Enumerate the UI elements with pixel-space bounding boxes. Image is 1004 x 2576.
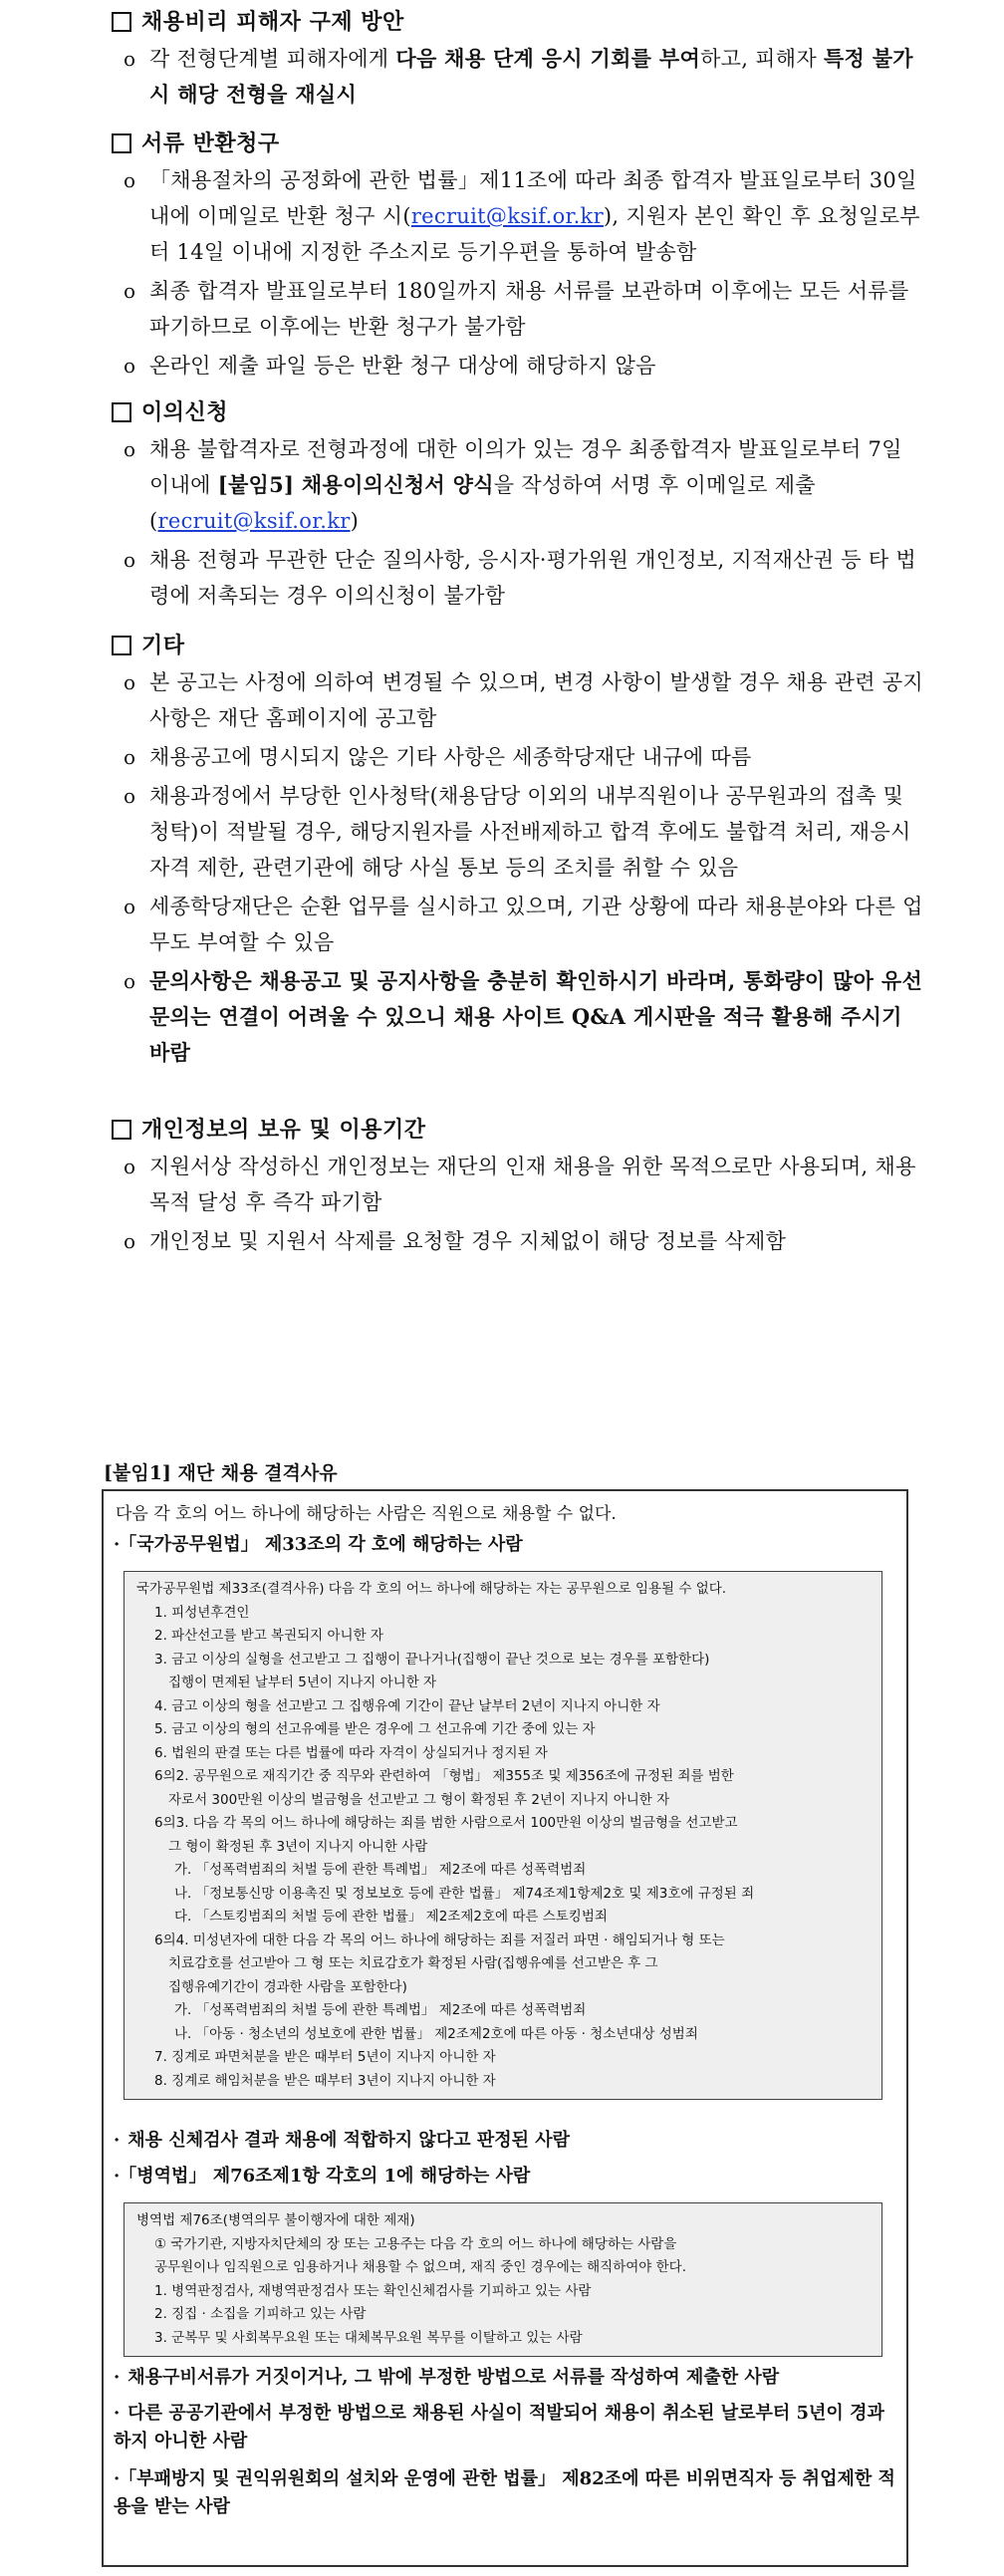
section-title: 이의신청 xyxy=(112,396,928,428)
list-item xyxy=(112,273,928,345)
text-run: 세종학당재단은 순환 업무를 실시하고 있으며, 기관 상황에 따라 채용분야와 다른 업무도 부여할 수 있음 xyxy=(149,895,923,954)
checkbox-square-icon xyxy=(112,133,131,153)
bullet-anti-corruption-act: · 「부패방지 및 권익위원회의 설치와 운영에 관한 법률」 제82조에 따른 비위면직자 등 취업제한 적용을 받는 사람 xyxy=(114,2468,895,2517)
law-line: 다. 「스토킹범죄의 처벌 등에 관한 법률」 제2조제2호에 따른 스토킹범죄 xyxy=(174,1909,608,1925)
section-title: 개인정보의 보유 및 이용기간 xyxy=(112,1114,928,1146)
section xyxy=(112,128,928,384)
circle-bullet-icon: o xyxy=(124,279,136,303)
list-item xyxy=(112,348,928,384)
list-item xyxy=(112,889,928,960)
law-line: 4. 금고 이상의 형을 선고받고 그 집행유예 기간이 끝난 날부터 2년이 지나지 아니한 자 xyxy=(154,1697,660,1714)
text-run: 본 공고는 사정에 의하여 변경될 수 있으며, 변경 사항이 발생할 경우 채용 관련 공지사항은 재단 홈페이지에 공고함 xyxy=(149,670,923,730)
law-line: 집행이 면제된 날부터 5년이 지나지 아니한 자 xyxy=(168,1674,437,1690)
law-line: 공무원이나 임직원으로 임용하거나 채용할 수 없으며, 재직 중인 경우에는 해직하여야 한다. xyxy=(154,2259,687,2275)
text-run: 채용 불합격자로 전형과정에 대한 이의가 있는 경우 최종합격자 발표일로부터 7일 이내에 xyxy=(149,437,902,497)
law-line: 3. 군복무 및 사회복무요원 또는 대체복무요원 복무를 이탈하고 있는 사람 xyxy=(154,2329,583,2346)
bullet-physical-exam: · 채용 신체검사 결과 채용에 적합하지 않다고 판정된 사람 xyxy=(114,2130,571,2151)
law-line: 5. 금고 이상의 형의 선고유예를 받은 경우에 그 선고유예 기간 중에 있는 자 xyxy=(154,1721,596,1737)
text-run: 최종 합격자 발표일로부터 180일까지 채용 서류를 보관하며 이후에는 모든 서류를 파기하므로 이후에는 반환 청구가 불가함 xyxy=(149,279,909,339)
text-run: 채용공고에 명시되지 않은 기타 사항은 세종학당재단 내규에 따름 xyxy=(149,745,752,769)
law-line: 집행유예기간이 경과한 사람을 포함한다) xyxy=(168,1978,407,1995)
text-run: 개인정보 및 지원서 삭제를 요청할 경우 지체없이 해당 정보를 삭제함 xyxy=(149,1229,787,1253)
law-line: 가. 「성폭력범죄의 처벌 등에 관한 특례법」 제2조에 따른 성폭력범죄 xyxy=(174,1862,587,1878)
law-line: 1. 피성년후견인 xyxy=(154,1604,250,1621)
circle-bullet-icon: o xyxy=(124,354,136,378)
text-run: 지원서상 작성하신 개인정보는 재단의 인재 채용을 위한 목적으로만 사용되며, 채용 목적 달성 후 즉각 파기함 xyxy=(149,1155,916,1214)
law-line: ① 국가기관, 지방자치단체의 장 또는 고용주는 다음 각 호의 어느 하나에 해당하는 사람을 xyxy=(154,2235,677,2252)
section xyxy=(112,630,928,1071)
text-run: 채용 전형과 무관한 단순 질의사항, 응시자·평가위원 개인정보, 지적재산권 등 타 법령에 저촉되는 경우 이의신청이 불가함 xyxy=(149,548,917,608)
attachment-intro: 다음 각 호의 어느 하나에 해당하는 사람은 직원으로 채용할 수 없다. xyxy=(116,1504,617,1524)
bullet-fraudulent-hire: · 다른 공공기관에서 부정한 방법으로 채용된 사실이 적발되어 채용이 취소된 날로부터 5년이 경과하지 아니한 사람 xyxy=(114,2403,884,2451)
text-run: 채용과정에서 부당한 인사청탁(채용담당 이외의 내부직원이나 공무원과의 접촉 및 청탁)이 적발될 경우, 해당지원자를 사전배제하고 합격 후에도 불합격 처리, 재응시 자격 제한, 관련기관에 해당 사실 통보 등의 조치를 취할 수 있음 xyxy=(149,784,911,880)
law-line: 국가공무원법 제33조(결격사유) 다음 각 호의 어느 하나에 해당하는 자는 공무원으로 임용될 수 없다. xyxy=(136,1581,727,1597)
list-item xyxy=(112,542,928,614)
law-line: 2. 파산선고를 받고 복권되지 아니한 자 xyxy=(154,1628,383,1644)
list-item xyxy=(112,778,928,886)
list-item xyxy=(112,1149,928,1220)
law-line: 나. 「정보통신망 이용촉진 및 정보보호 등에 관한 법률」 제74조제1항제2호 및 제3호에 규정된 죄 xyxy=(174,1885,755,1902)
law-line: 6의2. 공무원으로 재직기간 중 직무와 관련하여 「형법」 제355조 및 제356조에 규정된 죄를 범한 xyxy=(154,1768,734,1784)
law-line: 8. 징계로 해임처분을 받은 때부터 3년이 지나지 아니한 자 xyxy=(154,2072,496,2089)
law-line: 6의3. 다음 각 목의 어느 하나에 해당하는 죄를 범한 사람으로서 100만원 이상의 벌금형을 선고받고 xyxy=(154,1815,738,1831)
checkbox-square-icon xyxy=(112,636,131,655)
law-line: 3. 금고 이상의 실형을 선고받고 그 집행이 끝나거나(집행이 끝난 것으로 보는 경우를 포함한다) xyxy=(154,1651,710,1668)
section-title: 기타 xyxy=(112,630,928,661)
law-line: 6의4. 미성년자에 대한 다음 각 목의 어느 하나에 해당하는 죄를 저질러 파면 · 해임되거나 형 또는 xyxy=(154,1932,725,1948)
bullet-false-documents: · 채용구비서류가 거짓이거나, 그 밖에 부정한 방법으로 서류를 작성하여 제출한 사람 xyxy=(114,2367,780,2388)
circle-bullet-icon: o xyxy=(124,548,136,572)
circle-bullet-icon: o xyxy=(124,895,136,918)
law-line: 병역법 제76조(병역의무 불이행자에 대한 제재) xyxy=(136,2212,415,2228)
circle-bullet-icon: o xyxy=(124,784,136,808)
law-line: 그 형이 확정된 후 3년이 지나지 아니한 사람 xyxy=(168,1838,428,1855)
list-item xyxy=(112,41,928,113)
section xyxy=(112,1114,928,1259)
circle-bullet-icon: o xyxy=(124,47,136,71)
email-link[interactable]: recruit@ksif.or.kr xyxy=(157,509,351,533)
text-run: 다음 채용 단계 응시 기회를 부여 xyxy=(395,46,701,71)
circle-bullet-icon: o xyxy=(124,969,136,993)
section xyxy=(112,6,928,113)
law-box-military-service-act xyxy=(124,2202,882,2357)
law-line: 치료감호를 선고받아 그 형 또는 치료감호가 확정된 사람(집행유예를 선고받은 후 그 xyxy=(168,1955,658,1971)
law-line: 6. 법원의 판결 또는 다른 법률에 따라 자격이 상실되거나 정지된 자 xyxy=(154,1744,548,1761)
text-run: 각 전형단계별 피해자에게 xyxy=(149,47,396,71)
circle-bullet-icon: o xyxy=(124,670,136,694)
section-title: 서류 반환청구 xyxy=(112,128,928,159)
section xyxy=(112,396,928,614)
checkbox-square-icon xyxy=(112,1120,131,1140)
text-run: 을 작성하여 서명 후 이메일로 제출( xyxy=(149,473,816,533)
circle-bullet-icon: o xyxy=(124,1155,136,1178)
attachment-label: [붙임1] 재단 채용 결격사유 xyxy=(104,1462,338,1484)
law-line: 2. 징집 · 소집을 기피하고 있는 사람 xyxy=(154,2306,367,2322)
text-run: 하고, 피해자 xyxy=(700,47,824,71)
circle-bullet-icon: o xyxy=(124,1229,136,1253)
law-line: 1. 병역판정검사, 재병역판정검사 또는 확인신체검사를 기피하고 있는 사람 xyxy=(154,2282,592,2299)
text-run: 「채용절차의 공정화에 관한 법률」제11조에 따라 최종 합격자 발표일로부터 30일 내에 이메일로 반환 청구 시( xyxy=(149,168,917,228)
email-link[interactable]: recruit@ksif.or.kr xyxy=(410,204,604,228)
law-box-national-public-officials-act xyxy=(124,1571,882,2100)
list-item xyxy=(112,963,928,1071)
section-title: 채용비리 피해자 구제 방안 xyxy=(112,6,928,38)
text-run: 온라인 제출 파일 등은 반환 청구 대상에 해당하지 않음 xyxy=(149,354,656,378)
circle-bullet-icon: o xyxy=(124,437,136,461)
list-item xyxy=(112,739,928,775)
text-run: ) xyxy=(350,509,360,533)
circle-bullet-icon: o xyxy=(124,168,136,192)
law-line: 가. 「성폭력범죄의 처벌 등에 관한 특례법」 제2조에 따른 성폭력범죄 xyxy=(174,2002,587,2018)
list-item xyxy=(112,1223,928,1259)
text-run: 특정 불가 시 해당 전형을 재실시 xyxy=(149,46,913,107)
text-run: 문의사항은 채용공고 및 공지사항을 충분히 확인하시기 바라며, 통화량이 많아 유선문의는 연결이 어려울 수 있으니 채용 사이트 Q&A 게시판을 적극 활용해 주시기 바람 xyxy=(149,968,923,1065)
law-line: 나. 「아동 · 청소년의 성보호에 관한 법률」 제2조제2호에 따른 아동 · 청소년대상 성범죄 xyxy=(174,2025,698,2042)
bullet-national-public-officials-act: · 「국가공무원법」 제33조의 각 호에 해당하는 사람 xyxy=(114,1534,523,1555)
disqualification-box xyxy=(102,1489,908,2567)
list-item xyxy=(112,431,928,539)
list-item xyxy=(112,162,928,270)
text-run: ), 지원자 본인 확인 후 요청일로부터 14일 이내에 지정한 주소지로 등기우편을 통하여 발송함 xyxy=(149,204,920,264)
list-item xyxy=(112,664,928,736)
circle-bullet-icon: o xyxy=(124,745,136,769)
law-line: 7. 징계로 파면처분을 받은 때부터 5년이 지나지 아니한 자 xyxy=(154,2049,496,2065)
bullet-military-service-act: · 「병역법」 제76조제1항 각호의 1에 해당하는 사람 xyxy=(114,2166,531,2187)
law-line: 자로서 300만원 이상의 벌금형을 선고받고 그 형이 확정된 후 2년이 지나지 아니한 자 xyxy=(168,1791,670,1808)
checkbox-square-icon xyxy=(112,402,131,422)
checkbox-square-icon xyxy=(112,12,131,32)
text-run: [붙임5] 채용이의신청서 양식 xyxy=(217,472,494,497)
